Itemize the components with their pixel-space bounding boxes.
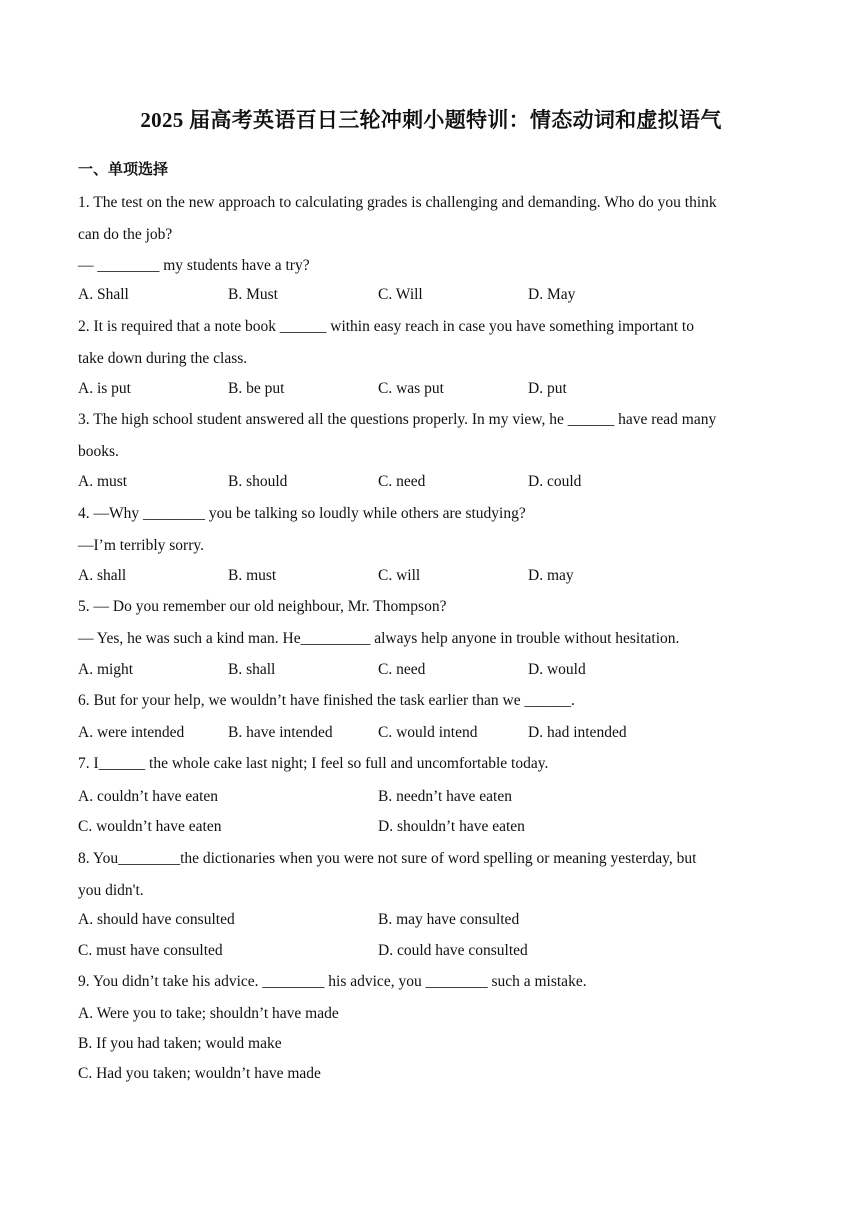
question-6-text: 6. But for your help, we wouldn’t have finished the task earlier than we ______. xyxy=(78,692,575,709)
question-5-text: 5. — Do you remember our old neighbour, Mr. Thompson? xyxy=(78,598,447,615)
question-4-text: —I’m terribly sorry. xyxy=(78,537,204,554)
question-8-option-d: D. could have consulted xyxy=(378,942,528,959)
question-8-text: 8. You________the dictionaries when you were not sure of word spelling or meaning yesterday, but xyxy=(78,850,697,867)
question-5-option-a: A. might xyxy=(78,661,134,678)
question-2-option-d: D. put xyxy=(528,380,567,397)
question-6-option-a: A. were intended xyxy=(78,724,185,741)
question-3-option-c: C. need xyxy=(378,473,426,490)
question-2-option-b: B. be put xyxy=(228,380,285,397)
question-7-option-d: D. shouldn’t have eaten xyxy=(378,818,525,835)
question-1-text: can do the job? xyxy=(78,226,173,243)
question-2-option-c: C. was put xyxy=(378,380,444,397)
question-7-option-b: B. needn’t have eaten xyxy=(378,788,512,805)
question-2-option-a: A. is put xyxy=(78,380,131,397)
question-9-option-a: A. Were you to take; shouldn’t have made xyxy=(78,1005,339,1022)
question-8-option-a: A. should have consulted xyxy=(78,911,235,928)
question-6-option-b: B. have intended xyxy=(228,724,333,741)
question-1-option-b: B. Must xyxy=(228,286,278,303)
question-6-option-c: C. would intend xyxy=(378,724,478,741)
question-5-option-c: C. need xyxy=(378,661,426,678)
question-9-option-b: B. If you had taken; would make xyxy=(78,1035,282,1052)
question-1-option-d: D. May xyxy=(528,286,576,303)
question-3-option-b: B. should xyxy=(228,473,288,490)
question-3-option-d: D. could xyxy=(528,473,582,490)
question-1-text: 1. The test on the new approach to calculating grades is challenging and demanding. Who do you think xyxy=(78,194,717,211)
question-6-option-d: D. had intended xyxy=(528,724,627,741)
question-8-text: you didn't. xyxy=(78,882,144,899)
question-1-option-c: C. Will xyxy=(378,286,423,303)
question-7-text: 7. I______ the whole cake last night; I feel so full and uncomfortable today. xyxy=(78,755,549,772)
question-3-text: 3. The high school student answered all the questions properly. In my view, he ______ have read many xyxy=(78,411,717,428)
question-1-text: — ________ my students have a try? xyxy=(78,257,310,274)
question-4-option-c: C. will xyxy=(378,567,421,584)
question-2-text: take down during the class. xyxy=(78,350,248,367)
question-3-text: books. xyxy=(78,443,119,460)
question-2-text: 2. It is required that a note book ______ within easy reach in case you have something important to xyxy=(78,318,694,335)
question-5-option-b: B. shall xyxy=(228,661,276,678)
question-7-option-c: C. wouldn’t have eaten xyxy=(78,818,222,835)
question-5-text: — Yes, he was such a kind man. He_________ always help anyone in trouble without hesitation. xyxy=(78,630,680,647)
question-3-option-a: A. must xyxy=(78,473,128,490)
question-8-option-c: C. must have consulted xyxy=(78,942,223,959)
section-heading: 一、单项选择 xyxy=(78,160,169,178)
question-7-option-a: A. couldn’t have eaten xyxy=(78,788,219,805)
question-4-option-a: A. shall xyxy=(78,567,127,584)
question-8-option-b: B. may have consulted xyxy=(378,911,520,928)
question-9-option-c: C. Had you taken; wouldn’t have made xyxy=(78,1065,321,1082)
question-5-option-d: D. would xyxy=(528,661,586,678)
question-4-option-b: B. must xyxy=(228,567,277,584)
document-title: 2025 届高考英语百日三轮冲刺小题特训：情态动词和虚拟语气 xyxy=(140,108,722,132)
question-9-text: 9. You didn’t take his advice. ________ his advice, you ________ such a mistake. xyxy=(78,973,587,990)
question-4-text: 4. —Why ________ you be talking so loudly while others are studying? xyxy=(78,505,526,522)
question-4-option-d: D. may xyxy=(528,567,574,584)
question-1-option-a: A. Shall xyxy=(78,286,129,303)
